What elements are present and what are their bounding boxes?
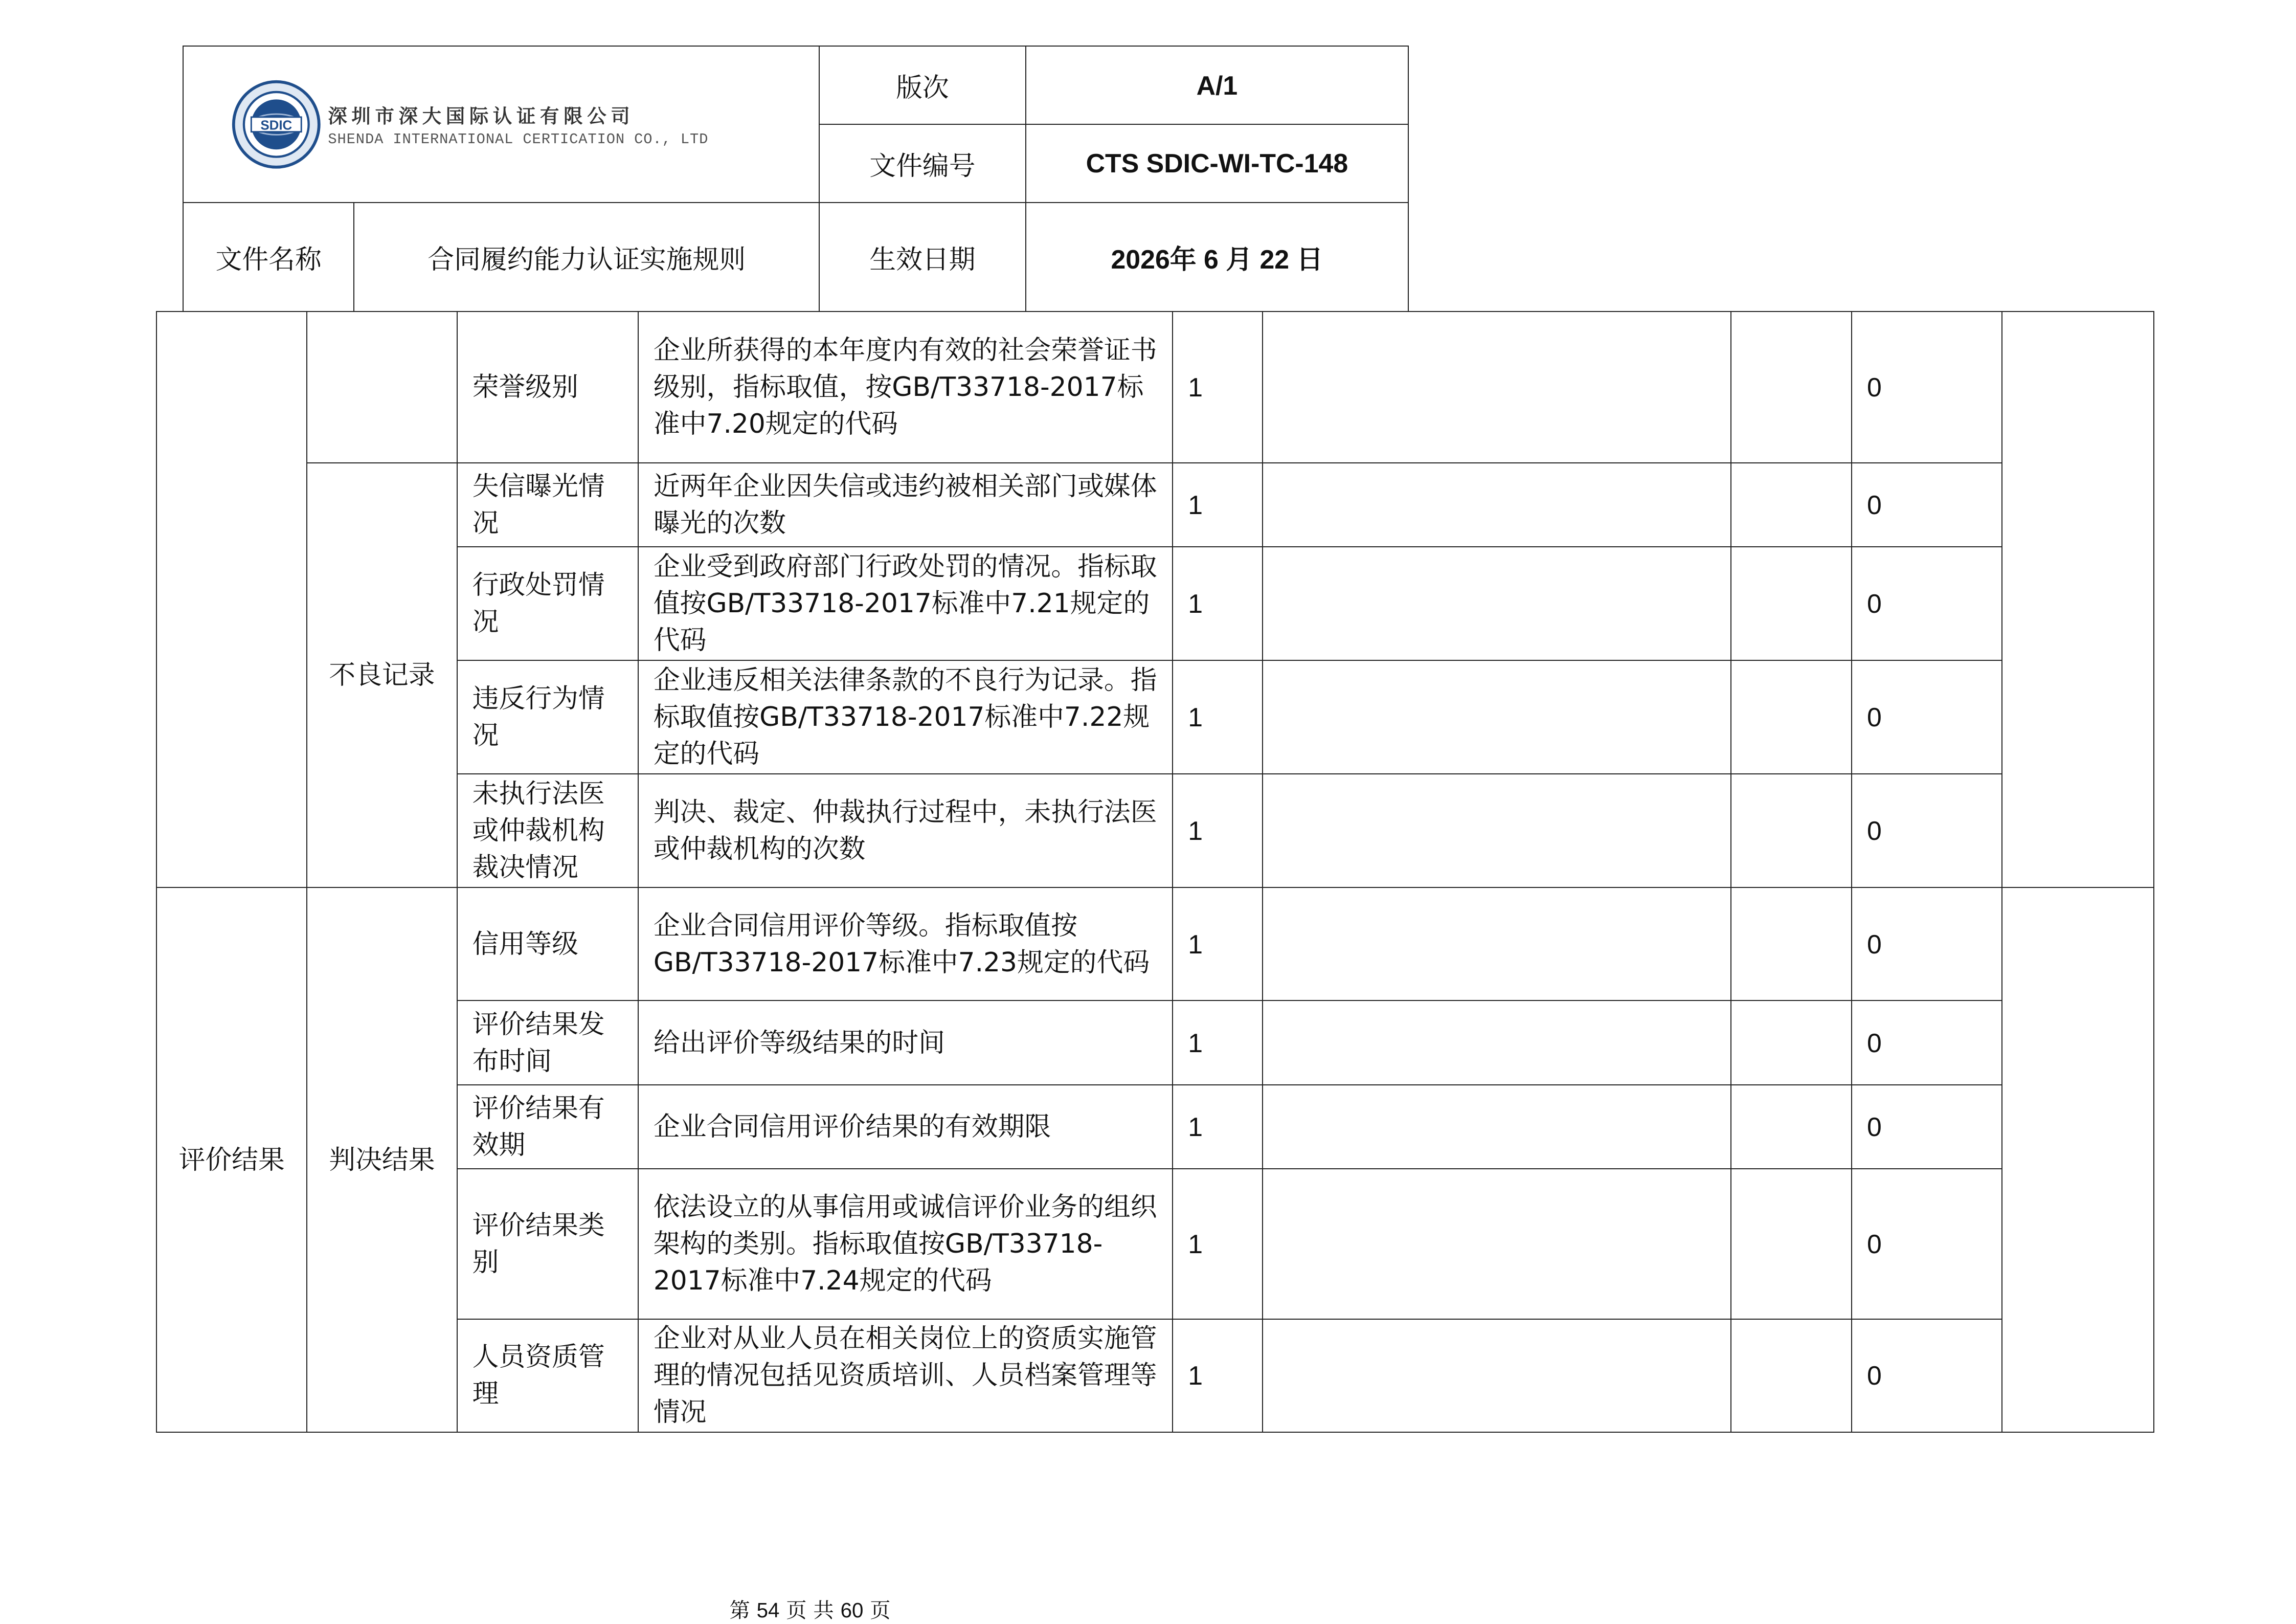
footer-text: 第 [729,1598,750,1623]
footer-text: 页 [870,1598,891,1623]
item-score: 1 [1173,1169,1263,1319]
total-pages: 60 [840,1598,864,1622]
blank-cell [1731,887,1852,1001]
version-value: A/1 [1026,46,1409,124]
file-number-label: 文件编号 [819,124,1025,203]
blank-cell [1263,312,1731,463]
version-label: 版次 [819,46,1025,124]
blank-cell [1731,1169,1852,1319]
page-footer [0,1594,1620,1623]
logo-cell [183,46,819,202]
group-judgement: 判决结果 [307,887,457,1433]
blank-cell [1263,1169,1731,1319]
blank-cell [1263,774,1731,887]
blank-cell [1263,463,1731,547]
blank-cell [1263,1319,1731,1433]
effective-date-label: 生效日期 [819,203,1025,312]
item-value: 0 [1852,312,2002,463]
blank-cell [1731,547,1852,660]
file-name-value: 合同履约能力认证实施规则 [354,203,819,312]
item-name: 行政处罚情况 [457,547,638,660]
item-name: 违反行为情况 [457,660,638,774]
file-number-value: CTS SDIC-WI-TC-148 [1026,124,1409,203]
item-name: 评价结果类别 [457,1169,638,1319]
item-score: 1 [1173,547,1263,660]
item-value: 0 [1852,887,2002,1001]
company-name-en: SHENDA INTERNATIONAL CERTICATION CO., LTD [328,131,709,148]
file-name-label: 文件名称 [183,203,354,312]
group-eval-results: 评价结果 [156,887,307,1433]
blank-cell [1731,1319,1852,1433]
indicator-table [156,311,2154,1433]
item-name: 荣誉级别 [457,312,638,463]
item-description: 企业对从业人员在相关岗位上的资质实施管理的情况包括见资质培训、人员档案管理等情况 [638,1319,1173,1433]
group-bad-records: 不良记录 [307,463,457,887]
item-score: 1 [1173,1319,1263,1433]
blank-cell [1731,463,1852,547]
blank-cell [2002,887,2154,1433]
item-value: 0 [1852,660,2002,774]
item-description: 给出评价等级结果的时间 [638,1000,1173,1084]
item-score: 1 [1173,660,1263,774]
svg-text:SDIC: SDIC [260,118,292,133]
blank-cell [1731,312,1852,463]
item-score: 1 [1173,774,1263,887]
item-description: 近两年企业因失信或违约被相关部门或媒体曝光的次数 [638,463,1173,547]
item-score: 1 [1173,1000,1263,1084]
item-name: 评价结果有效期 [457,1085,638,1169]
item-description: 企业违反相关法律条款的不良行为记录。指标取值按GB/T33718-2017标准中7.22规定的代码 [638,660,1173,774]
table-row [156,463,2153,547]
item-value: 0 [1852,774,2002,887]
table-row [156,312,2153,463]
item-description: 企业合同信用评价结果的有效期限 [638,1085,1173,1169]
item-value: 0 [1852,1085,2002,1169]
item-name: 人员资质管理 [457,1319,638,1433]
item-name: 失信曝光情况 [457,463,638,547]
blank-cell [1263,887,1731,1001]
company-name-cn: 深圳市深大国际认证有限公司 [328,104,635,127]
item-score: 1 [1173,887,1263,1001]
item-description: 企业合同信用评价等级。指标取值按GB/T33718-2017标准中7.23规定的代码 [638,887,1173,1001]
item-score: 1 [1173,1085,1263,1169]
document-header [183,46,1409,312]
item-description: 企业所获得的本年度内有效的社会荣誉证书级别，指标取值，按GB/T33718-2017标准中7.20规定的代码 [638,312,1173,463]
item-value: 0 [1852,1319,2002,1433]
blank-cell [1731,1000,1852,1084]
item-description: 判决、裁定、仲裁执行过程中，未执行法医或仲裁机构的次数 [638,774,1173,887]
item-score: 1 [1173,463,1263,547]
item-value: 0 [1852,463,2002,547]
item-score: 1 [1173,312,1263,463]
blank-cell [1263,1085,1731,1169]
item-name: 信用等级 [457,887,638,1001]
subgroup-cell-empty [307,312,457,463]
table-row [156,887,2153,1001]
blank-cell [1263,547,1731,660]
item-value: 0 [1852,1169,2002,1319]
group-cell-empty [156,312,307,887]
item-name: 评价结果发布时间 [457,1000,638,1084]
item-name: 未执行法医或仲裁机构裁决情况 [457,774,638,887]
footer-text: 页 共 [786,1598,834,1623]
item-value: 0 [1852,1000,2002,1084]
item-description: 企业受到政府部门行政处罚的情况。指标取值按GB/T33718-2017标准中7.21规定的代码 [638,547,1173,660]
page-number: 54 [756,1598,780,1622]
blank-cell [2002,312,2154,887]
blank-cell [1263,1000,1731,1084]
effective-date-value: 2026年 6 月 22 日 [1026,203,1409,312]
item-value: 0 [1852,547,2002,660]
blank-cell [1263,660,1731,774]
blank-cell [1731,660,1852,774]
blank-cell [1731,774,1852,887]
company-logo-icon [231,79,322,170]
blank-cell [1731,1085,1852,1169]
item-description: 依法设立的从事信用或诚信评价业务的组织架构的类别。指标取值按GB/T33718-2017标准中7.24规定的代码 [638,1169,1173,1319]
